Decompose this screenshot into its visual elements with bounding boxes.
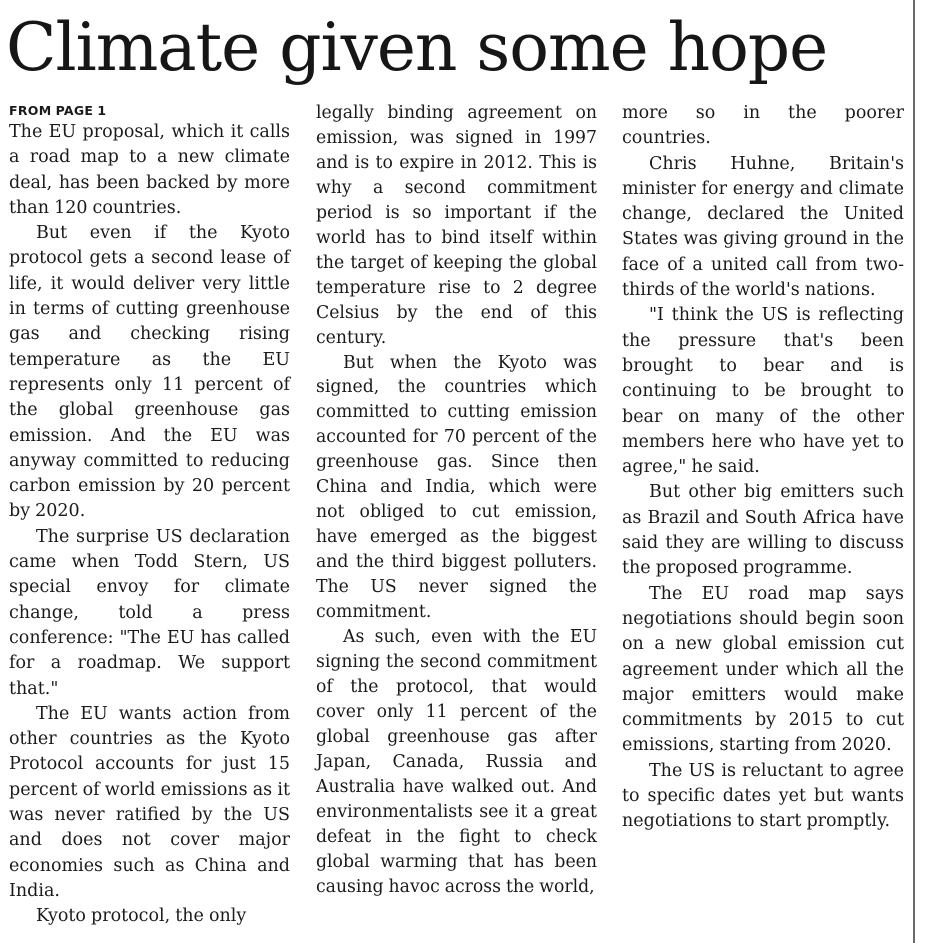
paragraph: But other big emitters such as Brazil and South Africa have said they are willing to discuss the proposed programme. — [622, 482, 904, 579]
paragraph: But when the Kyoto was signed, the countries which committed to cutting emission accounted for 70 percent of the greenhouse gas. Since then China and India, which were not obliged to cut emission, have emerged as the biggest and the third biggest polluters. The US never signed the commitment. — [316, 352, 597, 623]
paragraph: Kyoto protocol, the only — [36, 906, 247, 927]
paragraph: As such, even with the EU signing the second commitment of the protocol, that would cover only 11 percent of the global greenhouse gas after Japan, Canada, Russia and Australia have walked out. And environmentalists see it a great defeat in the fight to check global warming that has been causing havoc across the world, — [316, 627, 597, 897]
paragraph: The surprise US declaration came when Todd Stern, US special envoy for climate change, told a press conference: "The EU has called for a roadmap. We support that." — [9, 526, 290, 699]
paragraph: The US is reluctant to agree to specific dates yet but wants negotiations to start promptly. — [622, 760, 904, 832]
article-column-2 — [316, 101, 597, 900]
kicker: FROM PAGE 1 — [9, 103, 107, 118]
headline: Climate given some hope — [6, 9, 828, 86]
paragraph: The EU wants action from other countries as the Kyoto Protocol accounts for just 15 percent of world emissions as it was never ratified by the US and does not cover major economies such as China and India. — [9, 703, 290, 901]
paragraph: Chris Huhne, Britain's minister for energy and climate change, declared the United States was giving ground in the face of a united call from two-thirds of the world's nations. — [622, 153, 904, 301]
column-rule — [913, 0, 915, 943]
paragraph: The EU proposal, which it calls a road map to a new climate deal, has been backed by more than 120 countries. — [9, 122, 290, 218]
paragraph: more so in the poorer countries. — [622, 103, 904, 149]
paragraph: "I think the US is reflecting the pressure that's been brought to bear and is continuing to be brought to bear on many of the other members here who have yet to agree," he said. — [622, 305, 904, 478]
article-column-3 — [622, 101, 904, 835]
paragraph: legally binding agreement on emission, was signed in 1997 and is to expire in 2012. This is why a second commitment period is so important if the world has to bind itself within the target of keeping the global temperature rise to 2 degree Celsius by the end of this century. — [316, 103, 597, 348]
article-column-1 — [9, 103, 290, 930]
paragraph: The EU road map says negotiations should begin soon on a new global emission cut agreement under which all the major emitters would make commitments by 2015 to cut emissions, starting from 2020. — [622, 583, 904, 756]
paragraph: But even if the Kyoto protocol gets a second lease of life, it would deliver very little in terms of cutting greenhouse gas and checking rising temperature as the EU represents only 11 percent of the global greenhouse gas emission. And the EU was anyway committed to reducing carbon emission by 20 percent by 2020. — [9, 223, 290, 522]
